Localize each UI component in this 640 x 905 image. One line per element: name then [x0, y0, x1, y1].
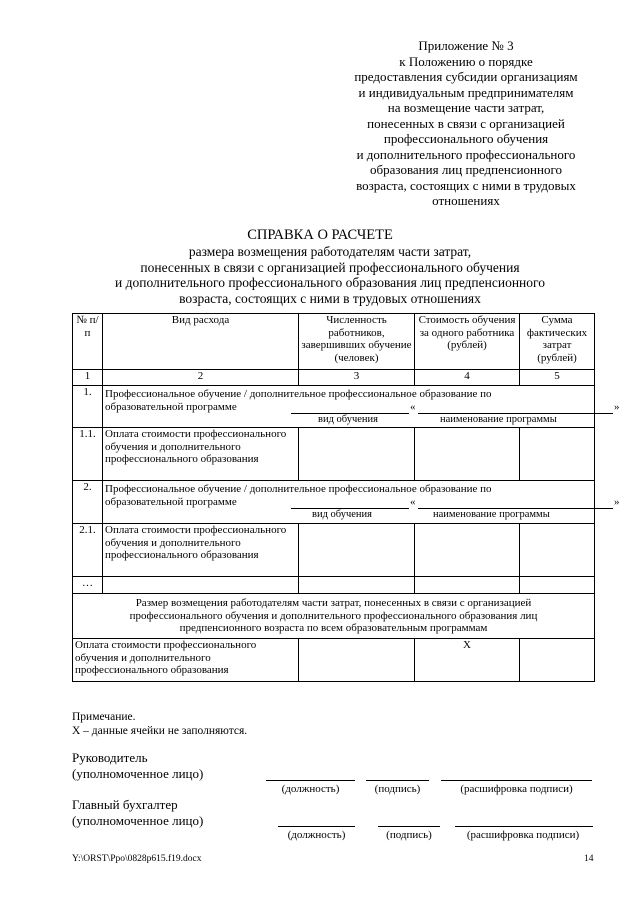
subtitle-line: понесенных в связи с организацией профессионального обучения [140, 259, 520, 275]
caption-name: наименование программы [433, 508, 550, 520]
appendix-line: и дополнительного профессионального [356, 146, 576, 162]
appendix-line: отношениях [432, 193, 500, 208]
count-cell[interactable] [299, 428, 415, 481]
accountant-title: Главный бухгалтер [72, 797, 178, 812]
decoding-line[interactable] [441, 780, 592, 781]
table-row [73, 428, 595, 481]
document-title: СПРАВКА О РАСЧЕТЕ [247, 227, 393, 243]
header-sum: Сумма фактических затрат (рублей) [520, 314, 595, 370]
caption-type: вид обучения [312, 508, 372, 520]
header-count: Численность работников, завершивших обучение (человек) [299, 314, 415, 370]
caption-decoding: (расшифровка подписи) [466, 829, 580, 841]
header-num: № п/п [73, 314, 103, 370]
col-number: 5 [520, 370, 595, 386]
training-type-field[interactable] [291, 401, 409, 414]
section-line: Профессиональное обучение / дополнительное профессиональное образование по [105, 388, 492, 400]
appendix-line: Приложение № 3 [418, 38, 514, 53]
empty-cell[interactable] [299, 577, 415, 594]
signature-line[interactable] [366, 780, 429, 781]
note-text: Х – данные ячейки не заполняются. [72, 724, 248, 737]
section-description [103, 386, 620, 428]
section-row [73, 481, 595, 524]
caption-position: (должность) [287, 829, 346, 841]
table-row [73, 524, 595, 577]
empty-cell[interactable] [415, 577, 520, 594]
section-description [103, 481, 620, 524]
close-quote: » [614, 400, 620, 413]
row-num: 2. [73, 481, 103, 524]
section-prefix: образовательной программе [105, 400, 237, 413]
note [72, 711, 247, 738]
caption-position: (должность) [281, 783, 340, 795]
cost-cell[interactable] [415, 524, 520, 577]
subtitle-line: возраста, состоящих с ними в трудовых отношениях [179, 290, 481, 306]
empty-cell[interactable] [103, 577, 299, 594]
file-path: Y:\ORST\Ppo\0828p615.f19.docx [72, 854, 202, 864]
close-quote: » [614, 495, 620, 508]
appendix-line: на возмещение части затрат, [387, 100, 545, 115]
row-description: Оплата стоимости профессионального обучения и дополнительного профессионального образования [103, 428, 299, 481]
ellipsis-row [73, 577, 595, 594]
signature-line[interactable] [378, 826, 440, 827]
open-quote: « [410, 495, 416, 508]
total-description: Оплата стоимости профессионального обучения и дополнительного профессионального образования [73, 639, 299, 682]
sum-cell[interactable] [520, 428, 595, 481]
position-line[interactable] [278, 826, 355, 827]
col-number: 3 [299, 370, 415, 386]
head-label [72, 750, 203, 781]
total-row [73, 639, 595, 682]
appendix-line: к Положению о порядке [399, 53, 533, 69]
appendix-line: предоставления субсидии организациям [354, 69, 578, 84]
total-header-row [73, 594, 595, 639]
document-subtitle [40, 244, 620, 306]
header-cost: Стоимость обучения за одного работника (рублей) [415, 314, 520, 370]
head-subtitle: (уполномоченное лицо) [72, 765, 204, 781]
accountant-label [72, 797, 203, 828]
section-line: Профессиональное обучение / дополнительное профессиональное образование по [105, 483, 492, 495]
total-count-cell[interactable] [299, 639, 415, 682]
appendix-line: профессионального обучения [383, 131, 549, 146]
col-number: 4 [415, 370, 520, 386]
row-num: 1.1. [73, 428, 103, 481]
subtitle-line: и дополнительного профессионального образования лиц предпенсионного [115, 275, 545, 290]
training-type-field[interactable] [291, 496, 409, 509]
total-header: Размер возмещения работодателям части затрат, понесенных в связи с организацией профессионального обучения и дополнительного профессионального образования лиц предпенсионного возраста по всем образовательным программам [73, 594, 595, 639]
note-title: Примечание. [72, 711, 136, 723]
appendix-line: и индивидуальным предпринимателям [358, 84, 574, 100]
row-num: 1. [73, 386, 103, 428]
subtitle-line: размера возмещения работодателям части затрат, [188, 244, 472, 259]
position-line[interactable] [266, 780, 355, 781]
open-quote: « [410, 400, 416, 413]
caption-type: вид обучения [318, 413, 378, 425]
table-header-row [73, 314, 595, 370]
decoding-line[interactable] [455, 826, 593, 827]
accountant-subtitle: (уполномоченное лицо) [72, 812, 204, 828]
empty-cell[interactable] [520, 577, 595, 594]
appendix-line: понесенных в связи с организацией [367, 115, 565, 131]
header-type: Вид расхода [103, 314, 299, 370]
count-cell[interactable] [299, 524, 415, 577]
appendix-header [330, 38, 602, 209]
section-row [73, 386, 595, 428]
row-num: 2.1. [73, 524, 103, 577]
caption-signature: (подпись) [374, 783, 421, 795]
program-name-field[interactable] [418, 401, 613, 414]
col-number: 2 [103, 370, 299, 386]
page-number: 14 [584, 854, 594, 864]
program-name-field[interactable] [418, 496, 613, 509]
section-prefix: образовательной программе [105, 495, 237, 508]
caption-decoding: (расшифровка подписи) [460, 783, 573, 795]
calculation-table [72, 313, 620, 682]
sum-cell[interactable] [520, 524, 595, 577]
row-description: Оплата стоимости профессионального обучения и дополнительного профессионального образования [103, 524, 299, 577]
total-cost-mark: Х [415, 639, 520, 682]
column-numbers-row [73, 370, 595, 386]
total-sum-cell[interactable] [520, 639, 595, 682]
appendix-line: возраста, состоящих с ними в трудовых [356, 177, 576, 193]
cost-cell[interactable] [415, 428, 520, 481]
caption-signature: (подпись) [386, 829, 432, 841]
head-title: Руководитель [72, 750, 148, 765]
appendix-line: образования лиц предпенсионного [370, 162, 562, 177]
col-number: 1 [73, 370, 103, 386]
caption-name: наименование программы [440, 413, 557, 425]
ellipsis: … [73, 577, 103, 594]
